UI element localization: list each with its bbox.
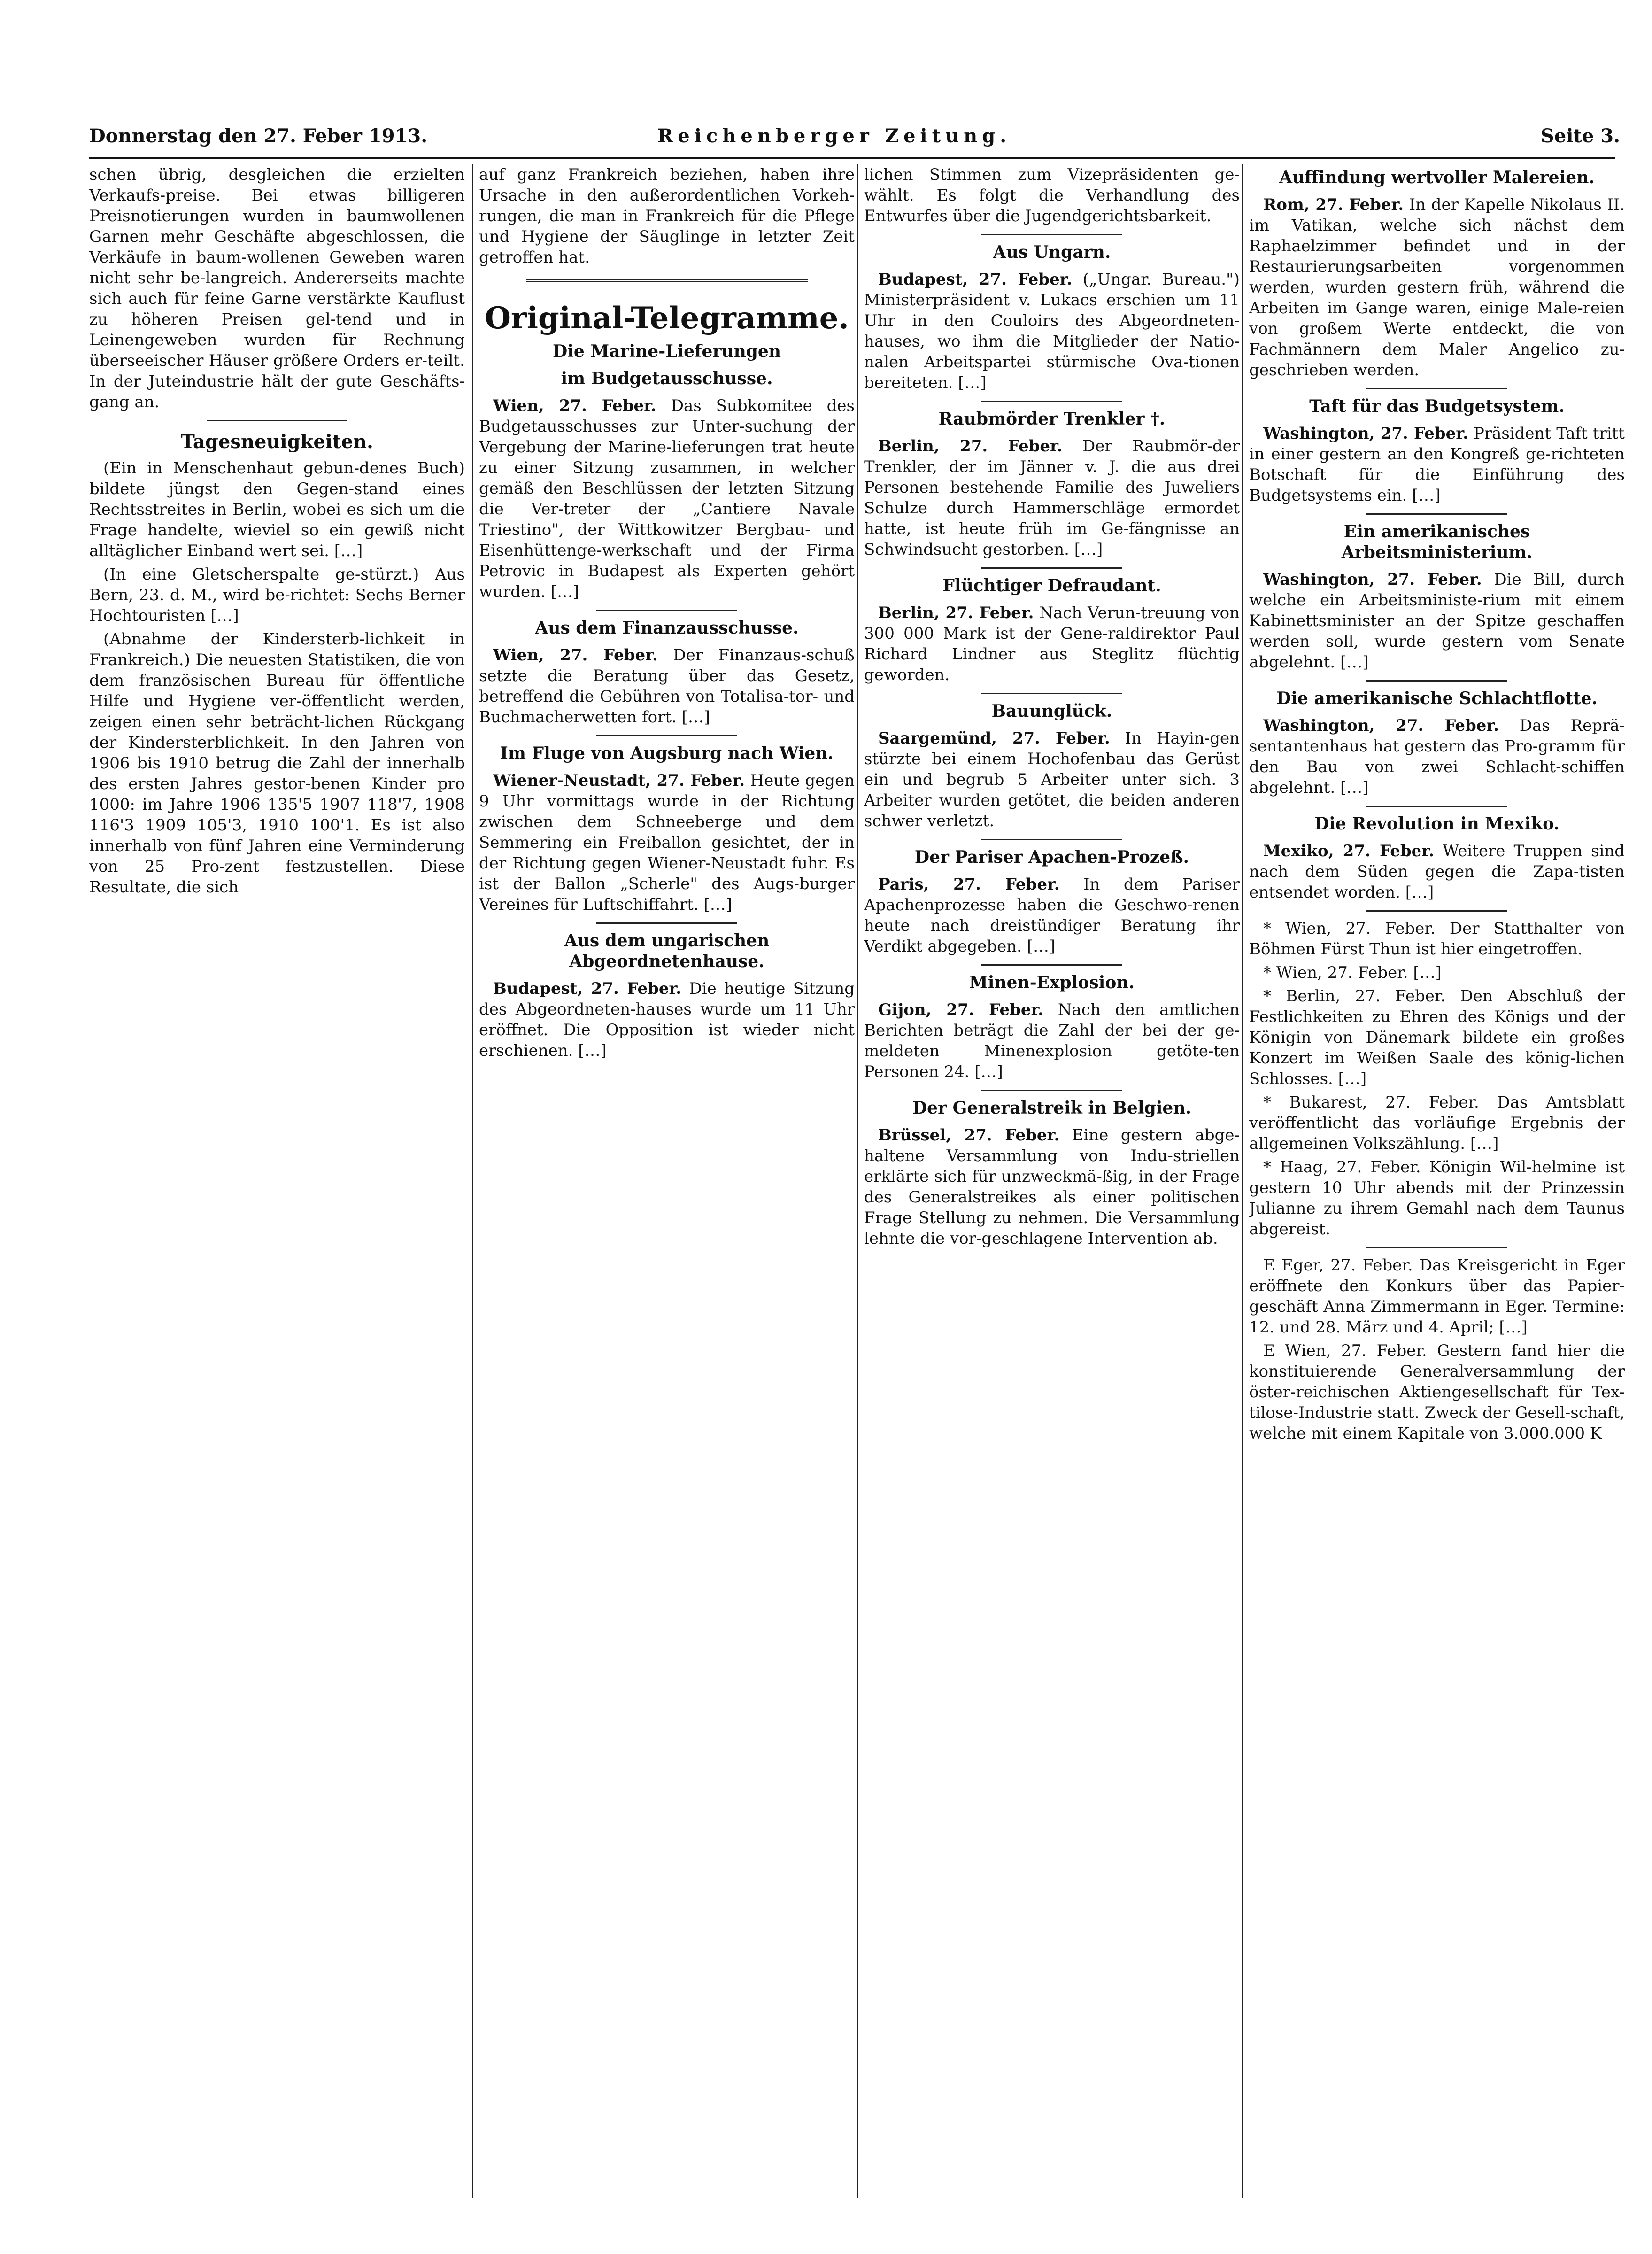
dateline: Wien, 27. Feber. bbox=[493, 646, 658, 665]
newspaper-page bbox=[52, 120, 1629, 2215]
article-gletscherspalte: (In eine Gletscherspalte ge-stürzt.) Aus Bern, 23. d. M., wird be-richtet: Sechs Berner Hochtouristen […] bbox=[89, 565, 465, 625]
dateline: Brüssel, 27. Feber. bbox=[878, 1126, 1060, 1145]
dateline: Berlin, 27. Feber. bbox=[878, 437, 1063, 456]
headline-schlachtflotte: Die amerikanische Schlachtflotte. bbox=[1276, 689, 1598, 708]
headline-augsburg-wien: Im Fluge von Augsburg nach Wien. bbox=[500, 744, 834, 763]
article-defraud-text: Nach Verun-treuung von 300 000 Mark ist der Gene-raldirektor Paul Richard Lindner aus Steglitz flüchtig geworden. bbox=[864, 604, 1240, 684]
article-marine-text: Das Subkomitee des Budgetausschusses zur Unter-suchung der Vergebung der Marine-lieferungen trat heute zu einer Sitzung zusammen, in welcher gemäß den Beschlüssen der letzten Sitzung die Ver-treter der „Cantiere Navale Triestino", der Wittkowitzer Bergbau- und Eisenhüttenge-werkschaft und der Firma Petrovic in Budapest als Experten gehört wurden. […] bbox=[479, 396, 855, 601]
dateline: Mexiko, 27. Feber. bbox=[1263, 842, 1434, 860]
section-rule bbox=[1366, 1247, 1507, 1248]
dateline: Paris, 27. Feber. bbox=[878, 875, 1060, 894]
headline-defraudant: Flüchtiger Defraudant. bbox=[942, 576, 1161, 596]
article-continuation: auf ganz Frankreich beziehen, haben ihre Ursache in den außerordentlichen Vorkeh-rungen, die man in Frankreich für die Pflege und Hygiene der Säuglinge in letzter Zeit getroffen hat. bbox=[479, 165, 855, 267]
page-number: Seite 3. bbox=[1540, 125, 1620, 147]
column-divider bbox=[1242, 164, 1243, 2198]
dateline: Gijon, 27. Feber. bbox=[878, 1000, 1044, 1019]
news-brief-wien-thun: * Wien, 27. Feber. Der Statthalter von Böhmen Fürst Thun ist hier eingetroffen. bbox=[1249, 919, 1625, 959]
section-rule bbox=[981, 234, 1122, 235]
headline-generalstreik: Der Generalstreik in Belgien. bbox=[912, 1098, 1192, 1118]
dateline: Budapest, 27. Feber. bbox=[878, 270, 1073, 289]
column-divider bbox=[472, 164, 473, 2198]
headline-aus-ungarn: Aus Ungarn. bbox=[993, 242, 1111, 262]
section-rule bbox=[596, 922, 737, 924]
section-rule bbox=[526, 279, 808, 282]
column-3 bbox=[864, 164, 1240, 2198]
article-raub-text: Der Raubmör-der Trenkler, der im Jänner v. J. die aus drei Personen bestehende Familie des Juweliers Schulze durch Hammerschläge ermordet hatte, ist heute früh im Ge-fängnisse an Schwindsucht gestorben. […] bbox=[864, 437, 1240, 559]
article-general-text: Eine gestern abge-haltene Versammlung von Indu-striellen erklärte sich für unzweckmä-ßig, in der Frage des Generalstreikes als einer politischen Frage Stellung zu nehmen. Die Versammlung lehnte die vor-geschlagene Intervention ab. bbox=[864, 1126, 1240, 1248]
section-rule bbox=[981, 964, 1122, 966]
article-continuation: schen übrig, desgleichen die erzielten Verkaufs-preise. Bei etwas billigeren Preisnotierungen wurden in baumwollenen Garnen mehr Geschäfte abgeschlossen, die Verkäufe in baum-wollenen Geweben waren nicht sehr be-langreich. Andererseits machte sich auch für feine Garne verstärkte Kauflust zu höheren Preisen gel-tend und in Leinengeweben wurden für Rechnung überseeischer Häuser größere Orders er-teilt. In der Juteindustrie hält der gute Geschäfts-gang an. bbox=[89, 165, 465, 411]
headline-raubmoerder: Raubmörder Trenkler †. bbox=[938, 409, 1166, 429]
article-arbeit-text: Die Bill, durch welche ein Arbeitsministe-rium mit einem Kabinettsminister an der Spitze geschaffen werden soll, wurde gestern vom Senate abgelehnt. […] bbox=[1249, 570, 1625, 672]
news-brief-wien: * Wien, 27. Feber. […] bbox=[1263, 963, 1442, 982]
article-minen-text: Nach den amtlichen Berichten beträgt die Zahl der bei der ge-meldeten Minenexplosion getöte-ten Personen 24. […] bbox=[864, 1000, 1240, 1081]
news-brief-wien-textilose: E Wien, 27. Feber. Gestern fand hier die konstituierende Generalversammlung der öster-reichischen Aktiengesellschaft für Tex-tilose-Industrie statt. Zweck der Gesell-schaft, welche mit einem Kapitale von 3.000.000 K bbox=[1249, 1341, 1625, 1443]
dateline: Saargemünd, 27. Feber. bbox=[878, 729, 1110, 748]
dateline: Wiener-Neustadt, 27. Feber. bbox=[493, 771, 745, 790]
dateline: Washington, 27. Feber. bbox=[1263, 424, 1468, 443]
article-flug-text: Heute gegen 9 Uhr vormittags wurde in der Richtung zwischen dem Schneeberge und dem Semmering ein Freiballon gesichtet, der in der Richtung gegen Wiener-Neustadt fuhr. Es ist der Ballon „Scherle" des Augs-burger Vereines für Luftschiffahrt. […] bbox=[479, 771, 855, 914]
headline-taft-budget: Taft für das Budgetsystem. bbox=[1309, 396, 1565, 416]
article-mexiko-text: Weitere Truppen sind nach dem Süden gegen die Zapa-tisten entsendet worden. […] bbox=[1249, 842, 1625, 902]
article-kindersterblichkeit: (Abnahme der Kindersterb-lichkeit in Frankreich.) Die neuesten Statistiken, die von dem französischen Bureau für öffentliche Hilfe und Hygiene ver-öffentlicht werden, zeigen einen sehr beträcht-lichen Rückgang der Kindersterblichkeit. In den Jahren von 1906 bis 1910 betrug die Zahl der innerhalb des ersten Jahres gestor-benen Kinder pro 1000: im Jahre 1906 135'5 1907 118'7, 1908 116'3 1909 105'3, 1910 100'1. Es ist also innerhalb von fünf Jahren eine Verminderung von 25 Pro-zent festzustellen. Diese Resultate, die sich bbox=[89, 630, 465, 897]
dateline: Rom, 27. Feber. bbox=[1263, 195, 1404, 214]
headline-finanzausschuss: Aus dem Finanzausschusse. bbox=[535, 618, 799, 638]
news-brief-haag: * Haag, 27. Feber. Königin Wil-helmine ist gestern 10 Uhr abends mit der Prinzessin Julianne zu ihrem Gemahl nach dem Taunus abgereist. bbox=[1249, 1158, 1625, 1239]
section-rule bbox=[207, 420, 347, 421]
article-ungarn-text: („Ungar. Bureau.") Ministerpräsident v. Lukacs erschien um 11 Uhr in den Couloirs des Abgeordneten-hauses, wo ihm die Mitglieder der Natio-nalen Arbeitspartei stürmische Ova-tionen bereiteten. […] bbox=[864, 270, 1240, 392]
header-date: Donnerstag den 27. Feber 1913. bbox=[89, 125, 428, 147]
news-brief-berlin: * Berlin, 27. Feber. Den Abschluß der Festlichkeiten zu Ehren des Königs und der Königin von Dänemark bildete ein großes Konzert im Weißen Saale des könig-lichen Schlosses. […] bbox=[1249, 987, 1625, 1088]
running-header bbox=[52, 120, 1629, 153]
section-heading-original-telegramme: Original-Telegramme. bbox=[485, 301, 849, 336]
article-malereien-text: In der Kapelle Nikolaus II. im Vatikan, welche sich nächst dem Raphaelzimmer befindet und in der Restaurierungsarbeiten vorgenommen werden, wurden gestern früh, während die Arbeiten im Gange waren, einige Male-reien von großem Werte entdeckt, die von Fachmännern dem Maler Angelico zu-geschrieben werden. bbox=[1249, 195, 1625, 380]
headline-malereien: Auffindung wertvoller Malereien. bbox=[1279, 168, 1595, 187]
section-rule bbox=[596, 610, 737, 611]
column-2 bbox=[479, 164, 855, 2198]
headline-arbeitsministerium: Ein amerikanisches Arbeitsministerium. bbox=[1341, 522, 1533, 562]
dateline: Washington, 27. Feber. bbox=[1263, 716, 1499, 735]
article-finanz-text: Der Finanzaus-schuß setzte die Beratung über das Gesetz, betreffend die Gebühren von Totalisa-tor- und Buchmacherwetten fort. […] bbox=[479, 646, 855, 727]
section-rule bbox=[596, 735, 737, 736]
section-rule bbox=[1366, 910, 1507, 912]
dateline: Washington, 27. Feber. bbox=[1263, 570, 1482, 589]
headline-bauunglueck: Bauunglück. bbox=[991, 701, 1112, 721]
column-divider bbox=[857, 164, 858, 2198]
column-4 bbox=[1249, 164, 1625, 2198]
section-rule bbox=[981, 693, 1122, 694]
section-rule bbox=[1366, 680, 1507, 682]
headline-ungar-abgeordnetenhaus: Aus dem ungarischen Abgeordnetenhause. bbox=[564, 931, 770, 971]
section-rule bbox=[981, 401, 1122, 402]
section-rule bbox=[1366, 513, 1507, 515]
dateline: Berlin, 27. Feber. bbox=[878, 604, 1034, 622]
section-rule bbox=[1366, 806, 1507, 807]
header-rule bbox=[89, 157, 1615, 159]
article-bau-text: In Hayin-gen stürzte bei einem Hochofenbau das Gerüst ein und begrub 5 Arbeiter unter sich. 3 Arbeiter wurden getötet, die beiden anderen schwer verletzt. bbox=[864, 729, 1240, 830]
headline-apachen-prozess: Der Pariser Apachen-Prozeß. bbox=[914, 847, 1189, 867]
headline-minen-explosion: Minen-Explosion. bbox=[969, 973, 1135, 992]
article-menschenhaut: (Ein in Menschenhaut gebun-denes Buch) bildete jüngst den Gegen-stand eines Rechtsstreites in Berlin, wobei es sich um die Frage handelte, wieviel so ein gewiß nicht alltäglicher Einband wert sei. […] bbox=[89, 459, 465, 560]
dateline: Budapest, 27. Feber. bbox=[493, 979, 682, 998]
section-rule bbox=[981, 1090, 1122, 1091]
article-schlacht-text: Das Reprä-sentantenhaus hat gestern das Pro-gramm für den Bau von zwei Schlacht-schiffen abgelehnt. […] bbox=[1249, 716, 1625, 797]
article-apachen-text: In dem Pariser Apachenprozesse haben die Geschwo-renen heute nach dreistündiger Beratung ihr Verdikt abgegeben. […] bbox=[864, 875, 1240, 956]
headline-marine-1: Die Marine-Lieferungen bbox=[552, 341, 781, 361]
section-rule bbox=[981, 839, 1122, 840]
article-taft-text: Präsident Taft tritt in einer gestern an den Kongreß ge-richteten Botschaft für die Einführung des Budgetsystems ein. […] bbox=[1249, 424, 1625, 505]
article-ungar-text: Die heutige Sitzung des Abgeordneten-hauses wurde um 11 Uhr eröffnet. Die Opposition ist wieder nicht erschienen. […] bbox=[479, 979, 855, 1060]
section-heading-tagesneuigkeiten: Tagesneuigkeiten. bbox=[181, 431, 373, 453]
masthead-title: Reichenberger Zeitung. bbox=[657, 125, 1011, 147]
section-rule bbox=[1366, 388, 1507, 389]
column-1 bbox=[89, 164, 465, 2198]
headline-marine-2: im Budgetausschusse. bbox=[561, 369, 773, 388]
section-rule bbox=[981, 567, 1122, 569]
news-brief-eger: E Eger, 27. Feber. Das Kreisgericht in Eger eröffnete den Konkurs über das Papier-geschäft Anna Zimmermann in Eger. Termine: 12. und 28. März und 4. April; […] bbox=[1249, 1256, 1625, 1337]
dateline: Wien, 27. Feber. bbox=[493, 396, 656, 415]
headline-mexiko: Die Revolution in Mexiko. bbox=[1314, 814, 1560, 834]
article-continuation: lichen Stimmen zum Vizepräsidenten ge-wählt. Es folgt die Verhandlung des Entwurfes über die Jugendgerichtsbarkeit. bbox=[864, 165, 1240, 225]
news-brief-bukarest: * Bukarest, 27. Feber. Das Amtsblatt veröffentlicht das vorläufige Ergebnis der allgemeinen Volkszählung. […] bbox=[1249, 1093, 1625, 1153]
